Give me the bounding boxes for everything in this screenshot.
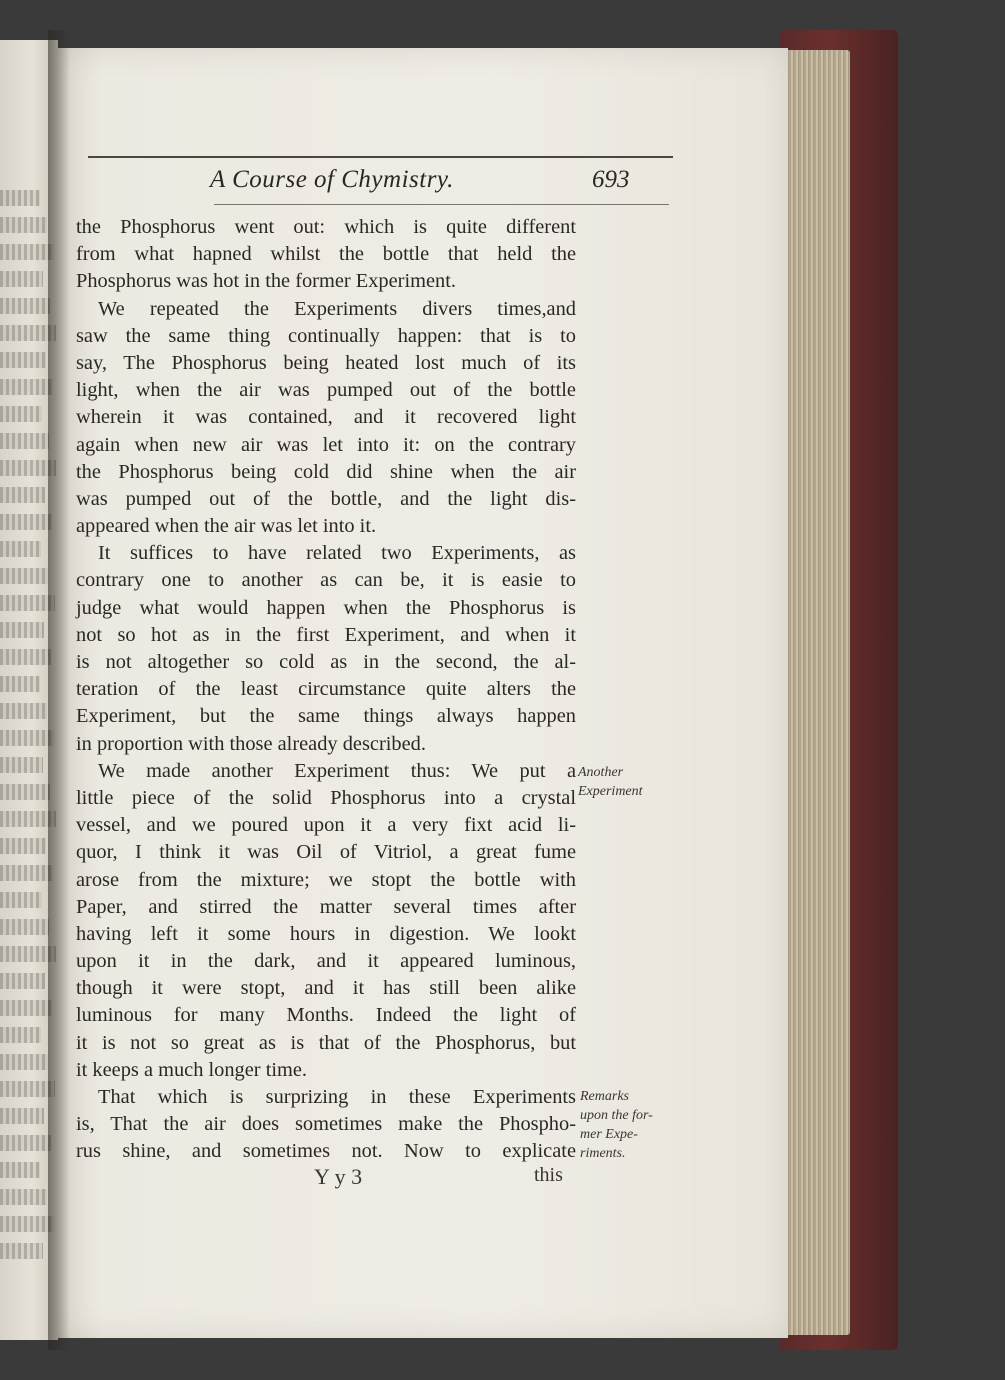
text-line: judge what would happen when the Phosphorus is	[76, 596, 576, 619]
previous-page-line	[0, 1081, 55, 1097]
previous-page-line	[0, 1000, 52, 1016]
previous-page-line	[0, 568, 48, 584]
text-line: wherein it was contained, and it recovered light	[76, 406, 576, 429]
catchword: this	[534, 1164, 563, 1186]
margin-note-another-experiment	[578, 763, 643, 801]
text-line: from what hapned whilst the bottle that held the	[76, 243, 576, 266]
text-line: rus shine, and sometimes not. Now to explicate	[76, 1140, 576, 1163]
margin-note-line: Remarks	[580, 1089, 629, 1104]
previous-page-line	[0, 622, 44, 638]
text-line: it is not so great as is that of the Phosphorus, but	[76, 1031, 576, 1054]
page-footer	[76, 1164, 576, 1194]
header-rule	[88, 156, 673, 158]
gutter-shadow	[48, 30, 70, 1350]
previous-page-line	[0, 1108, 44, 1124]
text-line: vessel, and we poured upon it a very fixt acid li-	[76, 814, 576, 837]
previous-page-line	[0, 649, 51, 665]
text-line: contrary one to another as can be, it is easie to	[76, 569, 576, 592]
text-line: We repeated the Experiments divers times,and	[98, 297, 576, 320]
text-line: Phosphorus was hot in the former Experiment.	[76, 270, 456, 293]
previous-page-line	[0, 973, 45, 989]
previous-page-line	[0, 595, 55, 611]
text-line: That which is surprizing in these Experiments	[98, 1086, 576, 1108]
previous-page-line	[0, 703, 47, 719]
text-line: Paper, and stirred the matter several times after	[76, 895, 576, 918]
previous-page-line	[0, 352, 46, 368]
text-line: luminous for many Months. Indeed the light of	[76, 1004, 576, 1027]
previous-page-line	[0, 1027, 41, 1043]
text-line: was pumped out of the bottle, and the light dis-	[76, 487, 576, 510]
header-underline	[214, 204, 669, 205]
previous-page-line	[0, 892, 42, 908]
previous-page-line	[0, 730, 54, 746]
signature-mark: Y y 3	[314, 1164, 363, 1189]
text-line: the Phosphorus went out: which is quite different	[76, 216, 576, 238]
text-line: is, That the air does sometimes make the Phospho-	[76, 1113, 576, 1136]
previous-page-line	[0, 919, 49, 935]
previous-page-line	[0, 217, 47, 233]
text-line: Experiment, but the same things always happen	[76, 705, 576, 728]
margin-note-line: mer Expe-	[580, 1127, 638, 1142]
text-line: light, when the air was pumped out of the bottle	[76, 379, 576, 402]
previous-page-line	[0, 1243, 43, 1259]
margin-note-line: Experiment	[578, 784, 643, 799]
page-fore-edge	[784, 50, 850, 1335]
text-line: arose from the mixture; we stopt the bottle with	[76, 868, 576, 891]
previous-page-line	[0, 865, 53, 881]
previous-page-line	[0, 190, 40, 206]
previous-page-line	[0, 541, 41, 557]
text-line: We made another Experiment thus: We put a	[98, 759, 576, 782]
previous-page-line	[0, 1135, 51, 1151]
text-line: quor, I think it was Oil of Vitriol, a great fume	[76, 841, 576, 864]
text-line: it keeps a much longer time.	[76, 1058, 308, 1081]
margin-note-line: upon the for-	[580, 1108, 653, 1123]
previous-page-line	[0, 244, 54, 260]
previous-page-line	[0, 1189, 47, 1205]
text-line: upon it in the dark, and it appeared luminous,	[76, 950, 576, 973]
margin-note-line: riments.	[580, 1146, 626, 1161]
text-line: appeared when the air was let into it.	[76, 515, 377, 538]
margin-note-line: Another	[578, 765, 624, 780]
running-head: A Course of Chymistry.	[210, 166, 454, 193]
text-line: say, The Phosphorus being heated lost much of its	[76, 351, 576, 374]
text-line: little piece of the solid Phosphorus into a crystal	[76, 786, 576, 809]
text-line: again when new air was let into it: on the contrary	[76, 433, 576, 456]
text-line: saw the same thing continually happen: that is to	[76, 324, 576, 347]
page-number: 693	[592, 166, 630, 193]
previous-page-line	[0, 487, 45, 503]
previous-page-line	[0, 298, 50, 314]
previous-page-line	[0, 1162, 40, 1178]
text-line: having left it some hours in digestion. We lookt	[76, 922, 576, 945]
previous-page-line	[0, 676, 40, 692]
text-line: teration of the least circumstance quite alters the	[76, 678, 576, 701]
body-text	[76, 214, 576, 1166]
previous-page-line	[0, 271, 43, 287]
previous-page-line	[0, 757, 43, 773]
previous-page-line	[0, 1054, 48, 1070]
previous-page-line	[0, 784, 50, 800]
text-line: in proportion with those already described.	[76, 732, 426, 755]
previous-page-line	[0, 406, 42, 422]
margin-note-remarks	[580, 1087, 653, 1163]
text-line: the Phosphorus being cold did shine when the air	[76, 460, 576, 483]
text-line: not so hot as in the first Experiment, and when it	[76, 623, 576, 646]
text-line: is not altogether so cold as in the second, the al-	[76, 651, 576, 673]
previous-page-line	[0, 379, 53, 395]
previous-page-line	[0, 433, 49, 449]
text-line: though it were stopt, and it has still been alike	[76, 977, 576, 1000]
previous-page-line	[0, 838, 46, 854]
text-line: It suffices to have related two Experiments, as	[98, 542, 576, 565]
previous-page-line	[0, 1216, 54, 1232]
previous-page-line	[0, 514, 52, 530]
